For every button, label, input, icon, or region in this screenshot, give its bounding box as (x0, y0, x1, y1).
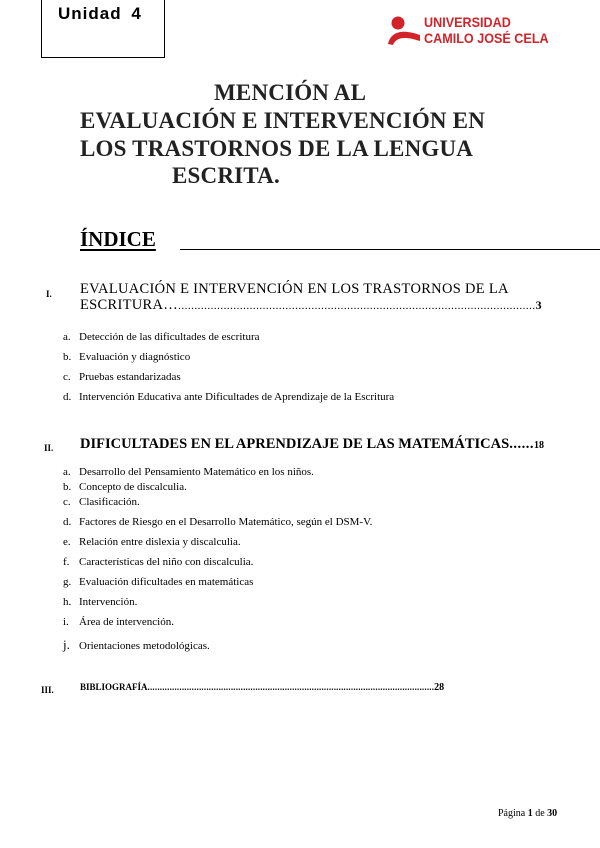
section-2-item-j[interactable] (63, 637, 210, 653)
university-logo-icon (387, 14, 421, 48)
item-text: Evaluación y diagnóstico (79, 351, 191, 363)
item-text: Características del niño con discalculia. (79, 556, 254, 568)
item-letter: c. (63, 496, 71, 508)
item-text: Área de intervención. (79, 616, 174, 628)
item-letter: j. (63, 637, 70, 652)
item-letter: h. (63, 596, 72, 608)
item-letter: c. (63, 371, 71, 383)
logo-line-1: UNIVERSIDAD (424, 14, 511, 30)
item-letter: f. (63, 556, 70, 568)
item-text: Intervención Educativa ante Dificultades de Aprendizaje de la Escritura (79, 391, 395, 403)
item-letter: e. (63, 536, 71, 548)
section-3-leader-dots: ..................................................................................................................... (147, 682, 435, 692)
section-1-title-tail: ESCRITURA… (80, 297, 179, 313)
section-1-title-line-2[interactable] (80, 297, 542, 314)
section-2-item-c[interactable] (63, 496, 140, 508)
university-logo (387, 12, 549, 50)
item-letter: a. (63, 466, 71, 478)
item-text: Factores de Riesgo en el Desarrollo Matemático, según el DSM-V. (79, 516, 373, 528)
footer-of: de (535, 808, 545, 819)
section-2-leader-dots: ...... (509, 436, 534, 452)
item-text: Orientaciones metodológicas. (79, 640, 210, 652)
item-text: Relación entre dislexia y discalculia. (79, 536, 241, 548)
section-2-item-e[interactable] (63, 536, 241, 548)
section-2-number: II. (44, 443, 54, 453)
title-line-3: LOS TRASTORNOS DE LA LENGUA (80, 136, 474, 161)
item-text: Concepto de discalculia. (79, 481, 187, 493)
section-2-item-f[interactable] (63, 556, 253, 568)
section-1-item-c[interactable] (63, 371, 181, 383)
index-heading-rule (180, 249, 600, 250)
title-line-1: MENCIÓN AL (214, 80, 367, 105)
section-1-item-d[interactable] (63, 391, 394, 403)
title-line-4: ESCRITA. (172, 163, 280, 188)
item-letter: d. (63, 516, 72, 528)
section-2-item-g[interactable] (63, 576, 253, 588)
section-2-item-d[interactable] (63, 516, 372, 528)
logo-line-2: CAMILO JOSÉ CELA (424, 30, 549, 46)
item-letter: d. (63, 391, 72, 403)
item-text: Desarrollo del Pensamiento Matemático en los niños. (79, 466, 314, 478)
item-letter: i. (63, 616, 69, 628)
section-1-page: 3 (535, 298, 542, 312)
section-3-page: 28 (434, 682, 445, 693)
item-text: Evaluación dificultades en matemáticas (79, 576, 254, 588)
section-1-leader-dots: .............................................................................................................. (178, 300, 536, 312)
section-2-title[interactable] (80, 436, 544, 453)
item-text: Detección de las dificultades de escritura (79, 331, 260, 343)
page-footer (498, 808, 557, 819)
item-text: Intervención. (79, 596, 138, 608)
section-2-item-b[interactable] (63, 481, 187, 493)
section-2-item-a[interactable] (63, 466, 314, 478)
section-1-item-b[interactable] (63, 351, 190, 363)
section-2-title-text: DIFICULTADES EN EL APRENDIZAJE DE LAS MATEMÁTICAS (80, 436, 510, 452)
footer-total-pages: 30 (547, 808, 558, 819)
section-1-item-a[interactable] (63, 331, 260, 343)
university-logo-text (424, 14, 549, 46)
item-letter: b. (63, 351, 72, 363)
title-line-2: EVALUACIÓN E INTERVENCIÓN EN (80, 108, 486, 133)
item-letter: a. (63, 331, 71, 343)
section-2-item-i[interactable] (63, 616, 174, 628)
footer-current-page: 1 (527, 808, 533, 819)
item-letter: b. (63, 481, 72, 493)
index-heading: ÍNDICE (80, 227, 156, 251)
unit-box (41, 0, 165, 58)
section-1-title-line-1[interactable]: EVALUACIÓN E INTERVENCIÓN EN LOS TRASTORNOS DE LA (80, 281, 509, 297)
item-letter: g. (63, 576, 72, 588)
section-1-number: I. (46, 289, 52, 299)
section-2-page: 18 (533, 440, 544, 451)
item-text: Pruebas estandarizadas (79, 371, 181, 383)
section-3-title[interactable] (80, 682, 444, 693)
section-3-number: III. (41, 685, 54, 695)
section-2-item-h[interactable] (63, 596, 137, 608)
item-text: Clasificación. (79, 496, 140, 508)
section-3-title-text: BIBLIOGRAFÍA (80, 682, 148, 692)
footer-prefix: Página (498, 808, 526, 819)
unit-label: Unidad 4 (58, 4, 142, 23)
